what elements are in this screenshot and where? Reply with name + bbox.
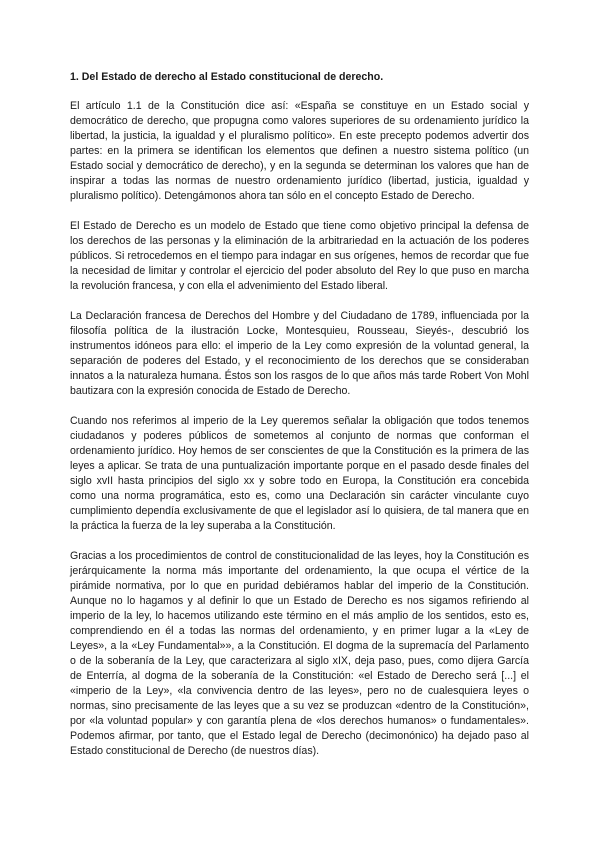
paragraph-4: Cuando nos referimos al imperio de la Ley queremos señalar la obligación que todos tenemos ciudadanos y poderes públicos de sometemos al conjunto de normas que conforman el ordenamiento jurídico. Hoy hemos de ser conscientes de que la Constitución es la primera de las leyes a aplicar. Se trata de una puntualización importante porque en el pasado desde finales del siglo xvII hasta principios del siglo xx y sobre todo en Europa, la Constitución era concebida como una norma programática, esto es, como una Declaración sin carácter vinculante cuyo cumplimiento dependía exclusivamente de que el legislador así lo quisiera, de tal manera que en la práctica la fuerza de la ley superaba a la Constitución. [70,415,529,532]
paragraph-5: Gracias a los procedimientos de control de constitucionalidad de las leyes, hoy la Constitución es jerárquicamente la norma más importante del ordenamiento, la que ocupa el vértice de la pirámide normativa, por lo que en puridad debiéramos hablar del imperio de la Constitución. Aunque no lo hagamos y al definir lo que un Estado de Derecho es nos sigamos refiriendo al imperio de la ley, lo hacemos utilizando este término en el más amplio de los sentidos, esto es, comprendiendo en él a todas las normas del ordenamiento, y en primer lugar a la «Ley de Leyes», a la «Ley Fundamental»», a la Constitución. El dogma de la supremacía del Parlamento o de la soberanía de la Ley, que caracterizara al siglo xIX, deja paso, pues, como dijera García de Enterría, al dogma de la soberanía de la Constitución: «el Estado de Derecho será [...] el «imperio de la Ley», «la convivencia dentro de las leyes», pero no de cualesquiera leyes o normas, sino precisamente de las leyes que a su vez se produzcan «dentro de la Constitución», por «la voluntad popular» y con garantía plena de «los derechos humanos» o fundamentales». Podemos afirmar, por tanto, que el Estado legal de Derecho (decimonónico) ha dejado paso al Estado constitucional de Derecho (de nuestros días). [70,550,529,757]
paragraph-1: El artículo 1.1 de la Constitución dice así: «España se constituye en un Estado social y democrático de derecho, que propugna como valores superiores de su ordenamiento jurídico la libertad, la justicia, la igualdad y el pluralismo político». En este precepto podemos advertir dos partes: en la primera se identifican los elementos que definen a nuestro sistema político (un Estado social y democrático de derecho), y en la segunda se determinan los valores que han de inspirar a todas las normas de nuestro ordenamiento jurídico (libertad, justicia, igualdad y pluralismo político). Detengámonos ahora tan sólo en el concepto Estado de Derecho. [70,100,529,202]
paragraph-3: La Declaración francesa de Derechos del Hombre y del Ciudadano de 1789, influenciada por la filosofía política de la ilustración Locke, Montesquieu, Rousseau, Sieyés-, descubrió los instrumentos idóneos para ello: el imperio de la Ley como expresión de la voluntad general, la separación de poderes del Estado, y el reconocimiento de los derechos que se consideraban innatos a la naturaleza humana. Éstos son los rasgos de lo que años más tarde Robert Von Mohl bautizara con la expresión conocida de Estado de Derecho. [70,310,529,397]
document-page [70,70,529,774]
section-heading: 1. Del Estado de derecho al Estado constitucional de derecho. [70,71,384,83]
paragraph-2: El Estado de Derecho es un modelo de Estado que tiene como objetivo principal la defensa de los derechos de las personas y la eliminación de la arbitrariedad en la actuación de los poderes públicos. Si retrocedemos en el tiempo para indagar en sus orígenes, hemos de recordar que fue la necesidad de limitar y controlar el ejercicio del poder absoluto del Rey lo que puso en marcha la revolución francesa, y con ella el advenimiento del Estado liberal. [70,220,529,292]
